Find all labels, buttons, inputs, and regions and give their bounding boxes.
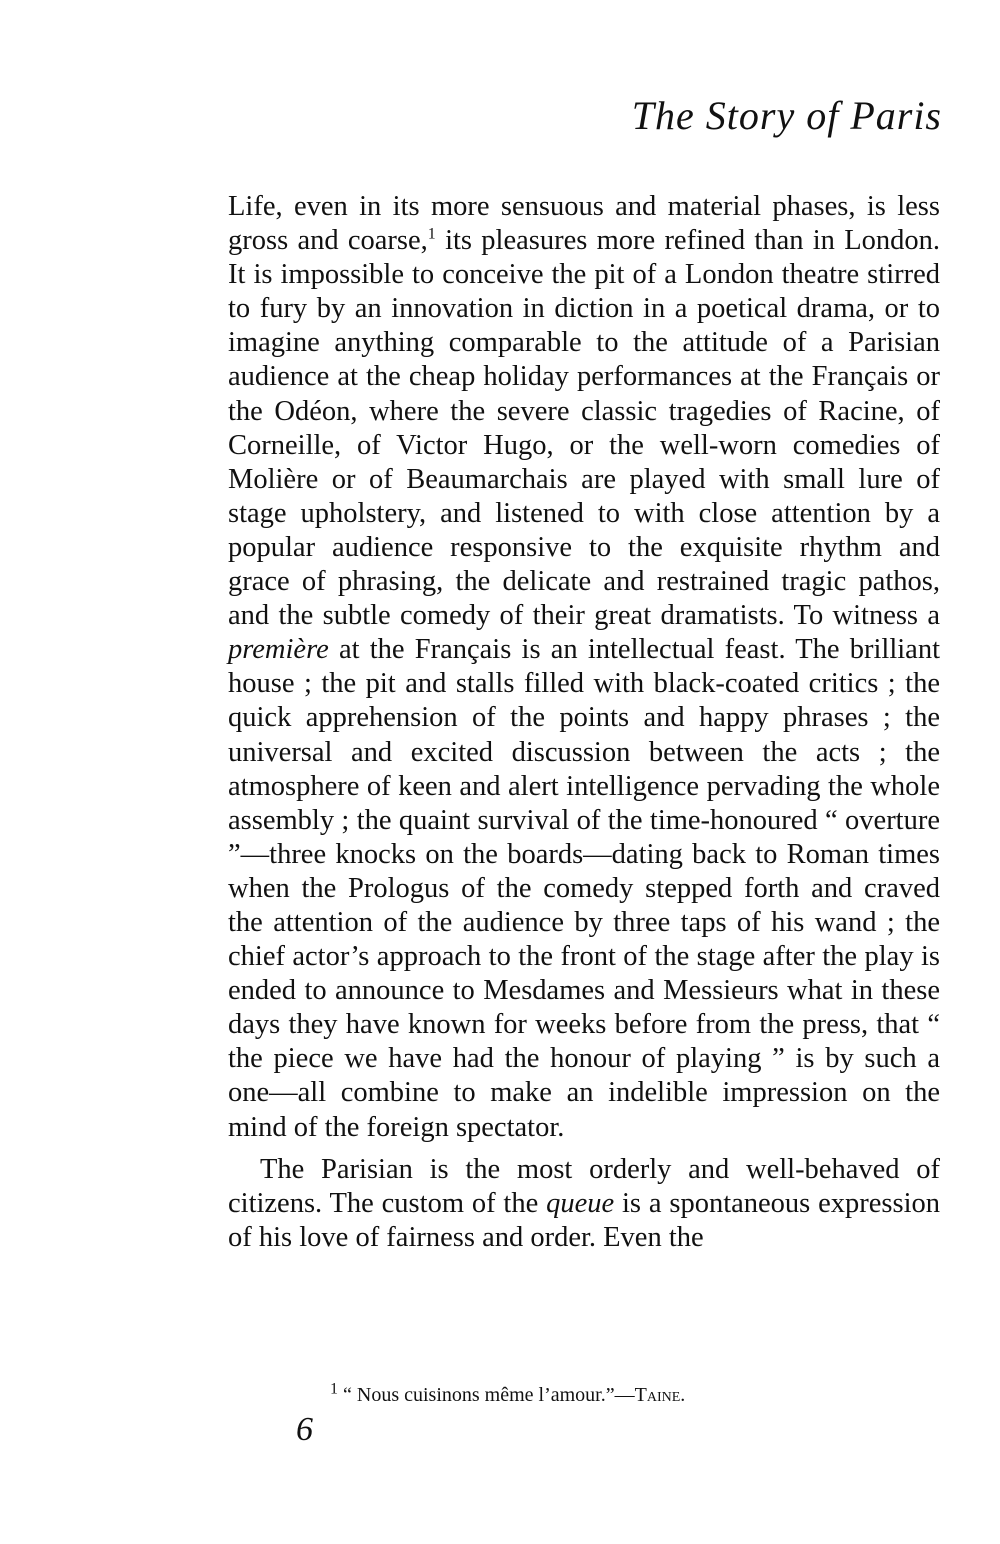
running-head: The Story of Paris [631,93,942,138]
paragraph-1-part-1: Life, even in its more sensuous and material phases, is less gross and coarse, [228,191,940,257]
paragraph-2-part-2: is a spontaneous expression of his love of fairness and order. Even the [228,1187,940,1253]
footnote-author: Taine. [634,1384,686,1406]
paragraph-1-part-2: its pleasures more refined than in London. It is impossible to conceive the pit of a London theatre stirred to fury by an innovation in diction in a poetical drama, or to imagine anything comparable to the attitude of a Parisian audience at the cheap holiday performances at the Français or the Odéon, where the severe classic tragedies of Racine, of Corneille, of Victor Hugo, or the well-worn comedies of Molière or of Beaumarchais are played with small lure of stage upholstery, and listened to with close attention by a popular audience responsive to the exquisite rhythm and grace of phrasing, the delicate and restrained tragic pathos, and the subtle comedy of their great dramatists. To witness a [228,225,940,632]
footnote-text: “ Nous cuisinons même l’amour.”— [338,1384,635,1406]
footnote-reference: 1 [427,225,436,243]
paragraph-1-part-3: at the Français is an intellectual feast. The brilliant house ; the pit and stalls filled with black-coated critics ; the quick apprehension of the points and happy phrases ; the universal and excited discussion between the acts ; the atmosphere of keen and alert intelligence pervading the whole assembly ; the quaint survival of the time-honoured “ overture ”—three knocks on the boards—dating back to Roman times when the Prologus of the comedy stepped forth and craved the attention of the audience by three taps of his wand ; the chief actor’s approach to the front of the stage after the play is ended to announce to Mesdames and Messieurs what in these days they have known for weeks before from the press, that “ the piece we have had the honour of playing ” is by such a one—all combine to make an indelible impression on the mind of the foreign spectator. [228,634,940,1143]
paragraph-2-part-1: The Parisian is the most orderly and well-behaved of citizens. The custom of the [228,1153,940,1219]
footnote-marker: 1 [330,1380,338,1398]
italic-word-queue: queue [546,1187,615,1219]
paragraph-1 [228,190,940,1145]
body-text [228,190,940,1255]
paragraph-2 [228,1153,940,1255]
italic-word-premiere: première [228,634,329,666]
page-number: 6 [296,1411,313,1448]
footnote [330,1380,686,1406]
